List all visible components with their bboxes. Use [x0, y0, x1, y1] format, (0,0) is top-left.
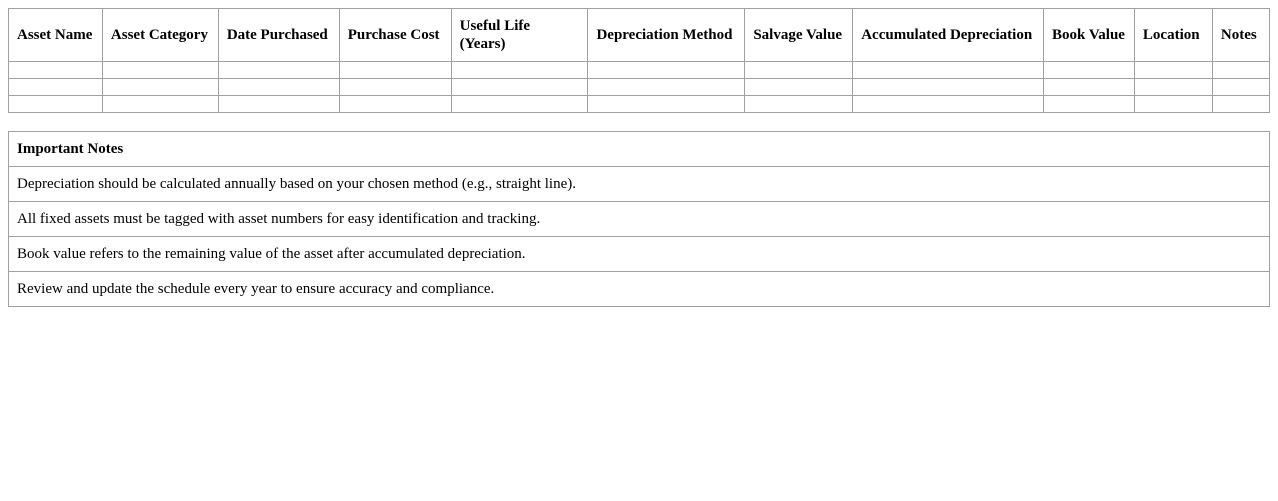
column-header-notes: Notes — [1212, 9, 1269, 62]
table-cell[interactable] — [588, 62, 745, 79]
column-header-asset-name: Asset Name — [9, 9, 103, 62]
table-cell[interactable] — [1044, 79, 1135, 96]
column-header-book-value: Book Value — [1044, 9, 1135, 62]
table-cell[interactable] — [853, 62, 1044, 79]
note-row — [9, 167, 1270, 202]
note-text: Review and update the schedule every year to ensure accuracy and compliance. — [9, 272, 1270, 307]
column-header-useful-life: Useful Life (Years) — [451, 9, 588, 62]
table-cell[interactable] — [451, 62, 588, 79]
table-cell[interactable] — [1134, 79, 1212, 96]
note-row — [9, 202, 1270, 237]
table-cell[interactable] — [339, 62, 451, 79]
table-cell[interactable] — [1134, 96, 1212, 113]
column-header-salvage-value: Salvage Value — [745, 9, 853, 62]
table-cell[interactable] — [1212, 79, 1269, 96]
note-text: All fixed assets must be tagged with asset numbers for easy identification and tracking. — [9, 202, 1270, 237]
fixed-asset-schedule-table — [8, 8, 1270, 113]
table-cell[interactable] — [218, 62, 339, 79]
table-cell[interactable] — [339, 96, 451, 113]
table-cell[interactable] — [745, 62, 853, 79]
note-row — [9, 272, 1270, 307]
table-cell[interactable] — [1212, 96, 1269, 113]
table-cell[interactable] — [102, 79, 218, 96]
table-cell[interactable] — [218, 79, 339, 96]
notes-header-row — [9, 132, 1270, 167]
table-cell[interactable] — [1044, 96, 1135, 113]
column-header-accumulated-depreciation: Accumulated Depreciation — [853, 9, 1044, 62]
table-cell[interactable] — [451, 79, 588, 96]
table-cell[interactable] — [9, 96, 103, 113]
table-cell[interactable] — [853, 79, 1044, 96]
table-cell[interactable] — [102, 62, 218, 79]
table-cell[interactable] — [853, 96, 1044, 113]
note-row — [9, 237, 1270, 272]
column-header-depreciation-method: Depreciation Method — [588, 9, 745, 62]
table-cell[interactable] — [1212, 62, 1269, 79]
table-cell[interactable] — [588, 79, 745, 96]
table-cell[interactable] — [218, 96, 339, 113]
table-cell[interactable] — [745, 96, 853, 113]
table-cell[interactable] — [102, 96, 218, 113]
table-row — [9, 96, 1270, 113]
note-text: Depreciation should be calculated annually based on your chosen method (e.g., straight line). — [9, 167, 1270, 202]
note-text: Book value refers to the remaining value of the asset after accumulated depreciation. — [9, 237, 1270, 272]
header-row — [9, 9, 1270, 62]
table-row — [9, 79, 1270, 96]
table-cell[interactable] — [9, 62, 103, 79]
table-cell[interactable] — [339, 79, 451, 96]
notes-title: Important Notes — [9, 132, 1270, 167]
table-row — [9, 62, 1270, 79]
table-cell[interactable] — [588, 96, 745, 113]
table-cell[interactable] — [9, 79, 103, 96]
column-header-purchase-cost: Purchase Cost — [339, 9, 451, 62]
table-cell[interactable] — [451, 96, 588, 113]
column-header-asset-category: Asset Category — [102, 9, 218, 62]
important-notes-table — [8, 131, 1270, 307]
table-cell[interactable] — [1134, 62, 1212, 79]
column-header-date-purchased: Date Purchased — [218, 9, 339, 62]
table-cell[interactable] — [1044, 62, 1135, 79]
table-cell[interactable] — [745, 79, 853, 96]
column-header-location: Location — [1134, 9, 1212, 62]
